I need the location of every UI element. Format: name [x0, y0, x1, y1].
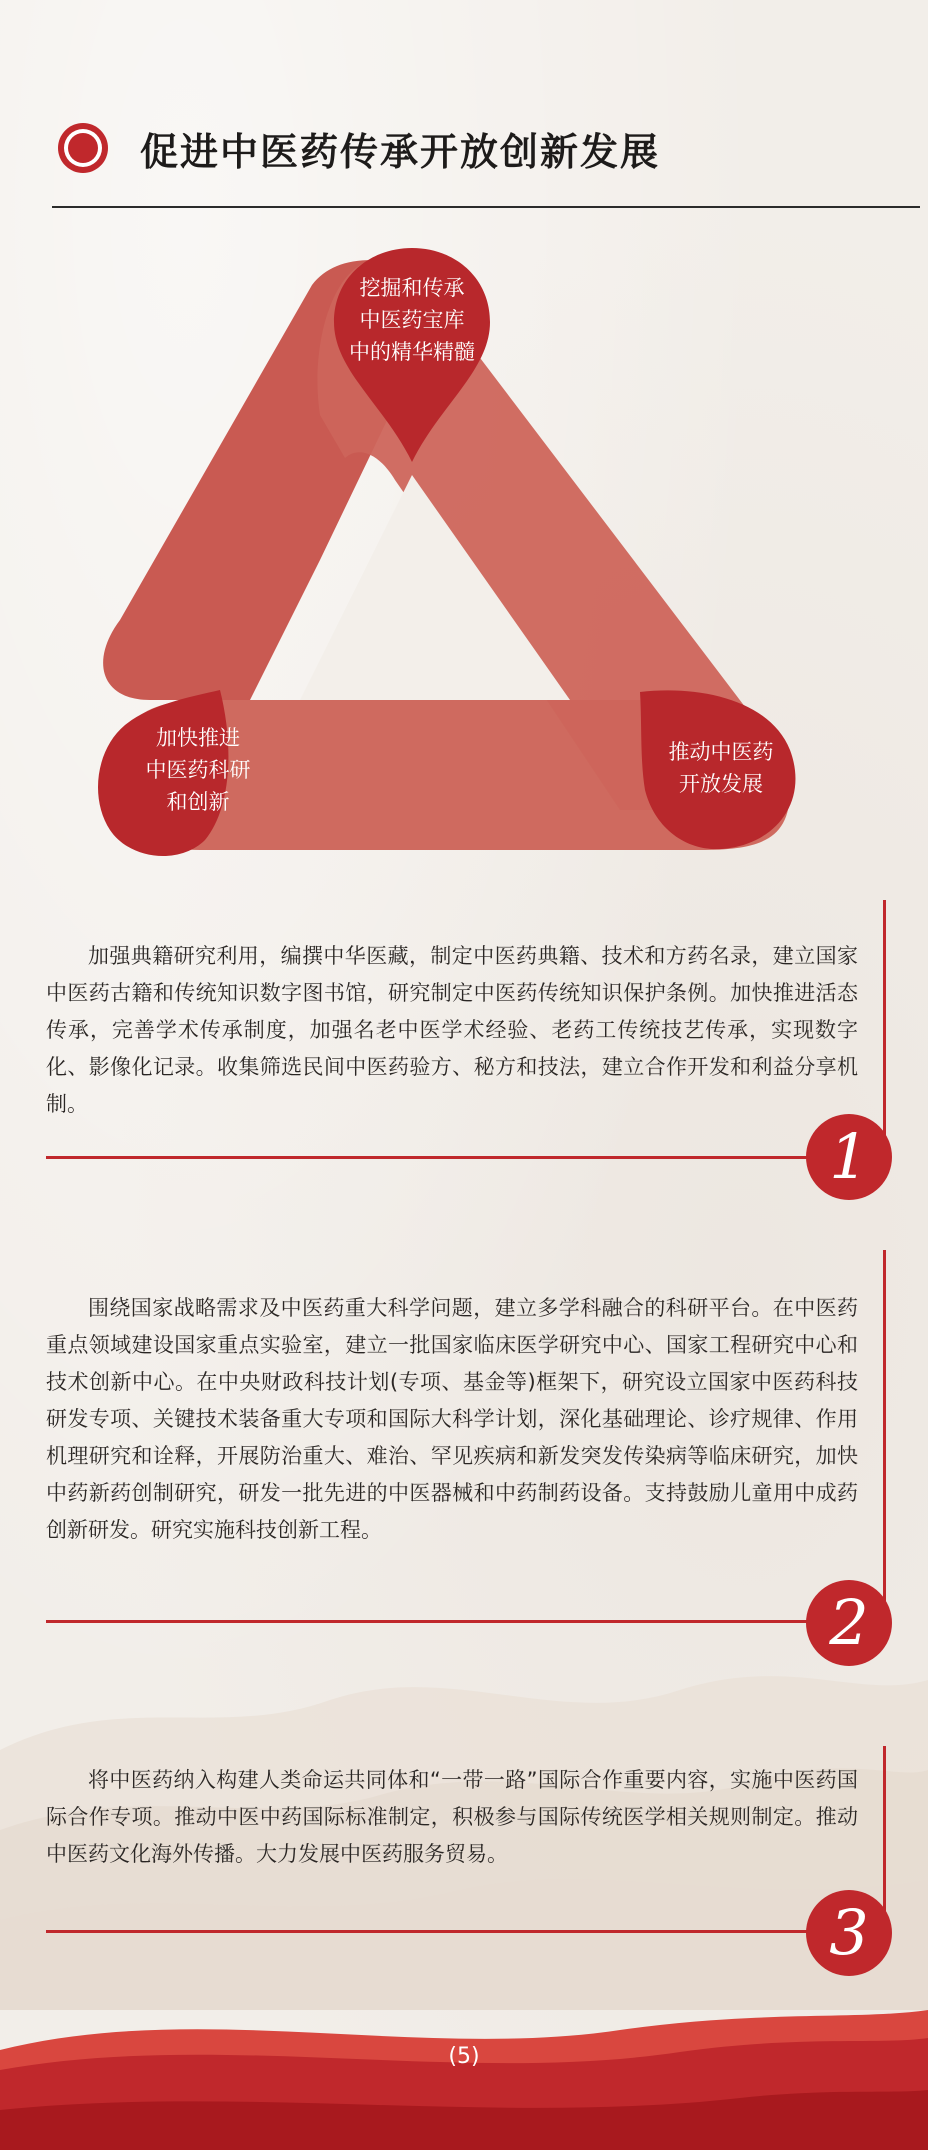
- section-1-number: 1: [829, 1120, 869, 1193]
- section-3-text: 将中医药纳入构建人类命运共同体和“一带一路”国际合作重要内容，实施中医药国际合作专项。推动中医中药国际标准制定，积极参与国际传统医学相关规则制定。推动中医药文化海外传播。大力发展中医药服务贸易。: [46, 1768, 858, 1866]
- section-1-text: 加强典籍研究利用，编撰中华医藏，制定中医药典籍、技术和方药名录，建立国家中医药古籍和传统知识数字图书馆，研究制定中医药传统知识保护条例。加快推进活态传承，完善学术传承制度，加强名老中医学术经验、老药工传统技艺传承，实现数字化、影像化记录。收集筛选民间中医药验方、秘方和技法，建立合作开发和利益分享机制。: [46, 944, 858, 1116]
- diagram-node-left: [118, 722, 278, 818]
- node-right-line-1: 推动中医药: [668, 740, 774, 764]
- node-left-line-3: 和创新: [166, 790, 230, 814]
- node-left-line-2: 中医药科研: [145, 758, 251, 782]
- node-top-line-1: 挖掘和传承: [359, 276, 465, 300]
- section-1-horizontal-line: [46, 1156, 866, 1159]
- section-1-badge: [806, 1114, 892, 1200]
- page-number: (5): [448, 2044, 480, 2069]
- diagram-node-right: [636, 736, 806, 800]
- section-2-vertical-line: [883, 1250, 886, 1630]
- page-title: 促进中医药传承开放创新发展: [140, 129, 661, 174]
- diagram-node-top: [332, 272, 492, 368]
- node-left-line-1: 加快推进: [156, 726, 240, 750]
- target-circle-icon: [56, 121, 110, 175]
- node-top-line-3: 中的精华精髓: [349, 340, 475, 364]
- node-top-line-2: 中医药宝库: [359, 308, 465, 332]
- section-2: [0, 1250, 928, 1670]
- header-divider: [52, 206, 920, 208]
- section-3-number: 3: [829, 1896, 869, 1969]
- section-2-text: 围绕国家战略需求及中医药重大科学问题，建立多学科融合的科研平台。在中医药重点领域建设国家重点实验室，建立一批国家临床医学研究中心、国家工程研究中心和技术创新中心。在中央财政科技计划(专项、基金等)框架下，研究设立国家中医药科技研发专项、关键技术装备重大专项和国际大科学计划，深化基础理论、诊疗规律、作用机理研究和诠释，开展防治重大、难治、罕见疾病和新发突发传染病等临床研究，加快中药新药创制研究，研发一批先进的中医器械和中药制药设备。支持鼓励儿童用中成药创新研发。研究实施科技创新工程。: [46, 1296, 858, 1542]
- section-3: [0, 1746, 928, 1976]
- section-2-number: 2: [829, 1586, 869, 1659]
- section-1: [0, 890, 928, 1193]
- section-2-badge: [806, 1580, 892, 1666]
- section-2-horizontal-line: [46, 1620, 866, 1623]
- page-header: [56, 118, 660, 178]
- node-right-line-2: 开放发展: [679, 772, 763, 796]
- section-3-badge: [806, 1890, 892, 1976]
- section-3-horizontal-line: [46, 1930, 866, 1933]
- footer-wave-band: [0, 1990, 928, 2150]
